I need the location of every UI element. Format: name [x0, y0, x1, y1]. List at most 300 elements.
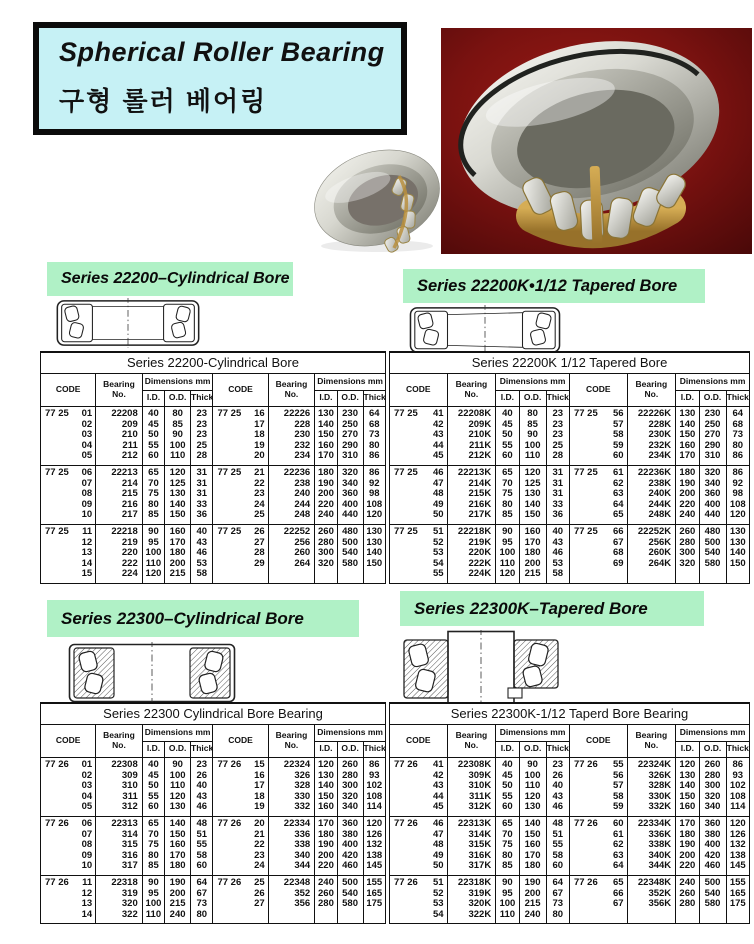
outer-diameter-cell: 320: [699, 465, 726, 479]
code-number: 21: [254, 829, 265, 840]
inner-diameter-cell: 130: [315, 406, 337, 420]
inner-diameter-cell: 85: [496, 861, 519, 875]
outer-diameter-cell: 480: [699, 524, 726, 538]
code-cell: [213, 816, 268, 830]
outer-diameter-cell: 580: [699, 899, 726, 910]
inner-diameter-cell: 120: [315, 757, 337, 771]
code-number: 46: [433, 818, 444, 830]
series-banner-22200: [47, 262, 293, 296]
table-row: [390, 510, 750, 524]
code-number: 11: [82, 526, 93, 538]
thickness-cell: 73: [546, 899, 569, 910]
col-header-dimensions: Dimensions mm: [496, 374, 570, 391]
outer-diameter-cell: 130: [165, 802, 191, 816]
code-cell: [41, 757, 96, 771]
bearing-no-cell: 22236: [268, 465, 315, 479]
code-number: 05: [81, 802, 93, 813]
thickness-cell: 120: [363, 816, 385, 830]
thickness-cell: 23: [191, 406, 213, 420]
col-header-thick: Thick: [363, 390, 385, 406]
outer-diameter-cell: 215: [165, 899, 191, 910]
code-cell: [41, 910, 96, 924]
outer-diameter-cell: 380: [337, 830, 363, 841]
bearing-no-cell: 22324: [268, 757, 315, 771]
thickness-cell: 150: [366, 558, 383, 569]
code-cell: [390, 451, 448, 465]
bearing-no-cell: 22252: [268, 524, 315, 538]
thickness-cell: 40: [191, 524, 213, 538]
code-number: 57: [612, 781, 624, 792]
table-row: [390, 451, 750, 465]
bearing-no-cell: [627, 569, 676, 583]
table-row: [41, 538, 386, 549]
code-cell: [569, 420, 627, 431]
thickness-cell: 51: [191, 830, 213, 841]
code-number: 08: [81, 489, 93, 500]
outer-diameter-cell: 120: [519, 465, 546, 479]
table-row: [41, 548, 386, 559]
code-number: 06: [81, 818, 93, 830]
code-cell: [41, 830, 96, 841]
table-row: [41, 771, 386, 782]
code-number: 65: [612, 510, 624, 521]
code-prefix: 77 25: [45, 408, 69, 420]
col-header-code: CODE: [213, 374, 268, 407]
code-number: 15: [81, 569, 93, 580]
inner-diameter-cell: 170: [315, 451, 337, 465]
inner-diameter-cell: 240: [676, 875, 699, 889]
outer-diameter-cell: 280: [699, 771, 726, 782]
code-cell: [213, 524, 268, 538]
bearing-no-cell: 248K: [627, 510, 676, 524]
table-22200-cylindrical: [40, 351, 386, 584]
code-cell: [213, 430, 268, 441]
code-prefix: 77 25: [394, 408, 418, 420]
outer-diameter-cell: 270: [337, 430, 363, 441]
code-number: 25: [254, 877, 265, 889]
inner-diameter-cell: 90: [496, 524, 519, 538]
col-header-code: CODE: [390, 725, 448, 758]
col-header-id: I.D.: [142, 741, 164, 757]
table-section-22200: [40, 351, 386, 584]
thickness-cell: 64: [732, 408, 744, 420]
outer-diameter-cell: 125: [165, 479, 191, 490]
table-row: [41, 406, 386, 420]
col-header-code: CODE: [41, 374, 96, 407]
col-header-od: O.D.: [519, 741, 546, 757]
table-row: [390, 851, 750, 862]
code-cell: [213, 802, 268, 816]
code-number: 26: [254, 888, 265, 899]
inner-diameter-cell: 240: [315, 875, 337, 889]
code-cell: [569, 430, 627, 441]
bearing-no-cell: 244: [268, 500, 315, 511]
table-row: [390, 479, 750, 490]
inner-diameter-cell: 60: [142, 802, 164, 816]
code-number: 45: [433, 451, 444, 462]
inner-diameter-cell: 150: [315, 430, 337, 441]
code-number: 13: [81, 548, 93, 559]
inner-diameter-cell: 60: [496, 802, 519, 816]
table-row: [390, 406, 750, 420]
code-number: 55: [433, 569, 444, 580]
bearing-diagram-22200k-tapered: [406, 305, 564, 355]
col-header-thick: Thick: [546, 390, 569, 406]
code-prefix: 77 25: [573, 526, 598, 538]
code-number: 54: [433, 558, 444, 569]
code-cell: [213, 792, 268, 803]
inner-diameter-cell: 70: [496, 830, 519, 841]
bearing-no-cell: 220: [96, 548, 143, 559]
table-title: Series 22200-Cylindrical Bore: [41, 352, 386, 374]
code-cell: [390, 781, 448, 792]
code-cell: [390, 816, 448, 830]
bearing-no-cell: 328: [268, 781, 315, 792]
thickness-cell: 43: [191, 538, 213, 549]
table-row: [390, 559, 750, 570]
col-header-dimensions: Dimensions mm: [676, 725, 750, 742]
col-header-id: I.D.: [496, 390, 519, 406]
inner-diameter-cell: 100: [496, 548, 519, 559]
outer-diameter-cell: 170: [519, 538, 546, 549]
thickness-cell: 98: [732, 489, 744, 500]
code-cell: [569, 861, 627, 875]
table-row: [41, 861, 386, 875]
outer-diameter-cell: 90: [519, 430, 546, 441]
thickness-cell: 25: [546, 441, 569, 452]
table-row: [41, 851, 386, 862]
code-prefix: 77 25: [45, 526, 69, 538]
bearing-no-cell: 22313: [96, 816, 143, 830]
code-cell: [569, 500, 627, 511]
bearing-no-cell: 22226: [268, 406, 315, 420]
bearing-no-cell: 310: [96, 781, 143, 792]
code-number: 61: [612, 829, 624, 840]
bearing-no-cell: 240: [268, 489, 315, 500]
outer-diameter-cell: 140: [519, 500, 546, 511]
inner-diameter-cell: 40: [142, 757, 164, 771]
code-number: 23: [254, 850, 265, 861]
bearing-no-cell: 22334K: [627, 816, 676, 830]
bearing-no-cell: 22218: [96, 524, 143, 538]
thickness-cell: 46: [546, 548, 569, 559]
inner-diameter-cell: 85: [496, 510, 519, 524]
bearing-no-cell: 336: [268, 830, 315, 841]
code-number: 44: [433, 440, 444, 451]
code-cell: [41, 406, 96, 420]
table-row: [41, 840, 386, 851]
bearing-no-cell: 216K: [447, 500, 496, 511]
inner-diameter-cell: 70: [142, 830, 164, 841]
outer-diameter-cell: 130: [519, 489, 546, 500]
table-row: [41, 569, 386, 583]
outer-diameter-cell: 140: [165, 816, 191, 830]
thickness-cell: 114: [366, 802, 382, 813]
code-cell: [569, 538, 627, 549]
bearing-no-cell: 309: [96, 771, 143, 782]
outer-diameter-cell: 200: [519, 889, 546, 900]
code-cell: [390, 430, 448, 441]
bearing-no-cell: 330K: [627, 792, 676, 803]
code-number: 02: [81, 419, 93, 430]
thickness-cell: 55: [546, 840, 569, 851]
bearing-no-cell: 22236K: [627, 465, 676, 479]
col-header-bearing: Bearing No.: [627, 725, 676, 758]
code-cell: [569, 771, 627, 782]
outer-diameter-cell: 215: [165, 569, 191, 583]
bearing-no-cell: 264: [268, 559, 315, 570]
code-cell: [41, 875, 96, 889]
col-header-od: O.D.: [337, 390, 363, 406]
thickness-cell: 86: [732, 759, 744, 771]
outer-diameter-cell: 340: [337, 479, 363, 490]
thickness-cell: 31: [191, 479, 213, 490]
inner-diameter-cell: 110: [142, 910, 164, 924]
inner-diameter-cell: 280: [676, 538, 699, 549]
inner-diameter-cell: 180: [676, 465, 699, 479]
outer-diameter-cell: 150: [165, 510, 191, 524]
thickness-cell: 31: [191, 489, 213, 500]
code-cell: [41, 420, 96, 431]
inner-diameter-cell: 55: [142, 441, 164, 452]
inner-diameter-cell: 50: [496, 430, 519, 441]
code-number: 69: [612, 558, 624, 569]
series-banner-22200k: [403, 269, 705, 303]
series-banner-22200-label: Series 22200–Cylindrical Bore: [61, 270, 290, 287]
outer-diameter-cell: 100: [165, 441, 191, 452]
inner-diameter-cell: 180: [315, 465, 337, 479]
inner-diameter-cell: 60: [142, 451, 164, 465]
bearing-no-cell: 219: [96, 538, 143, 549]
col-header-bearing: Bearing No.: [96, 374, 143, 407]
thickness-cell: 23: [191, 430, 213, 441]
outer-diameter-cell: 190: [519, 875, 546, 889]
code-cell: [41, 441, 96, 452]
bearing-no-cell: 22308K: [447, 757, 496, 771]
page-title-korean: 구형 롤러 베어링: [59, 86, 268, 116]
bearing-no-cell: 312K: [447, 802, 496, 816]
table-row: [390, 538, 750, 549]
thickness-cell: 51: [546, 830, 569, 841]
inner-diameter-cell: 240: [676, 510, 699, 524]
inner-diameter-cell: 220: [315, 861, 337, 875]
table-row: [390, 771, 750, 782]
col-header-code: CODE: [213, 725, 268, 758]
bearing-no-cell: 211: [96, 441, 143, 452]
thickness-cell: 64: [546, 875, 569, 889]
code-number: 24: [254, 861, 265, 872]
thickness-cell: 150: [729, 558, 746, 569]
code-cell: [390, 889, 448, 900]
outer-diameter-cell: 240: [165, 910, 191, 924]
bearing-no-cell: 311K: [447, 792, 496, 803]
code-cell: [390, 524, 448, 538]
code-cell: [390, 479, 448, 490]
col-header-code: CODE: [569, 374, 627, 407]
code-prefix: 77 25: [217, 467, 242, 479]
code-prefix: 77 25: [217, 526, 242, 538]
thickness-cell: 60: [546, 861, 569, 875]
thickness-cell: 126: [729, 829, 746, 840]
inner-diameter-cell: [315, 569, 337, 583]
thickness-cell: 23: [546, 430, 569, 441]
code-prefix: 77 26: [573, 877, 598, 889]
table-row: [390, 910, 750, 924]
code-cell: [213, 757, 268, 771]
code-cell: [41, 465, 96, 479]
thickness-cell: 130: [363, 524, 385, 538]
inner-diameter-cell: 220: [315, 500, 337, 511]
outer-diameter-cell: 260: [699, 757, 726, 771]
bearing-no-cell: 222: [96, 559, 143, 570]
thickness-cell: 40: [546, 524, 569, 538]
inner-diameter-cell: 140: [676, 420, 699, 431]
table-row: [41, 479, 386, 490]
outer-diameter-cell: 250: [337, 420, 363, 431]
thickness-cell: 48: [191, 816, 213, 830]
thickness-cell: 145: [729, 861, 746, 872]
code-cell: [390, 569, 448, 583]
table-row: [390, 569, 750, 583]
inner-diameter-cell: 75: [496, 489, 519, 500]
col-header-bearing: Bearing No.: [447, 725, 496, 758]
code-cell: [569, 889, 627, 900]
code-cell: [41, 451, 96, 465]
inner-diameter-cell: 95: [496, 538, 519, 549]
outer-diameter-cell: 500: [337, 875, 363, 889]
table-row: [390, 420, 750, 431]
outer-diameter-cell: 320: [337, 792, 363, 803]
inner-diameter-cell: 55: [496, 792, 519, 803]
table-row: [41, 510, 386, 524]
bearing-no-cell: 326: [268, 771, 315, 782]
code-cell: [41, 538, 96, 549]
bearing-no-cell: 352: [268, 889, 315, 900]
thickness-cell: 40: [546, 781, 569, 792]
bearing-no-cell: 22308: [96, 757, 143, 771]
inner-diameter-cell: 140: [315, 781, 337, 792]
outer-diameter-cell: 580: [337, 899, 363, 910]
code-number: 14: [81, 558, 93, 569]
inner-diameter-cell: 170: [676, 816, 699, 830]
col-header-dimensions: Dimensions mm: [496, 725, 570, 742]
code-prefix: 77 26: [573, 759, 598, 771]
table-row: [390, 489, 750, 500]
code-number: 49: [433, 850, 444, 861]
bearing-no-cell: 238: [268, 479, 315, 490]
code-number: 12: [81, 888, 93, 899]
table-row: [390, 757, 750, 771]
code-number: 19: [254, 802, 265, 813]
code-cell: [41, 559, 96, 570]
bearing-photo-large-image: [441, 28, 752, 254]
thickness-cell: 23: [546, 406, 569, 420]
outer-diameter-cell: 170: [165, 538, 191, 549]
code-cell: [390, 510, 448, 524]
outer-diameter-cell: 440: [699, 510, 726, 524]
code-cell: [569, 489, 627, 500]
outer-diameter-cell: 500: [699, 538, 726, 549]
thickness-cell: 64: [191, 875, 213, 889]
bearing-no-cell: 311: [96, 792, 143, 803]
code-number: 61: [612, 467, 624, 479]
code-cell: [213, 441, 268, 452]
inner-diameter-cell: 75: [496, 840, 519, 851]
bearing-no-cell: 22348: [268, 875, 315, 889]
code-prefix: 77 25: [573, 408, 598, 420]
code-number: 67: [612, 537, 624, 548]
code-number: 67: [612, 899, 624, 910]
code-number: 44: [433, 791, 444, 802]
table-row: [390, 861, 750, 875]
bearing-no-cell: 216: [96, 500, 143, 511]
bearing-no-cell: 260: [268, 548, 315, 559]
inner-diameter-cell: 65: [142, 816, 164, 830]
outer-diameter-cell: 110: [165, 781, 191, 792]
table-row: [41, 889, 386, 900]
inner-diameter-cell: 130: [676, 406, 699, 420]
bearing-no-cell: 332: [268, 802, 315, 816]
thickness-cell: 28: [546, 451, 569, 465]
bearing-no-cell: 22213K: [447, 465, 496, 479]
inner-diameter-cell: 55: [142, 792, 164, 803]
thickness-cell: 132: [366, 840, 383, 851]
table-row: [390, 781, 750, 792]
bearing-no-cell: 22208K: [447, 406, 496, 420]
bearing-no-cell: 22226K: [627, 406, 676, 420]
thickness-cell: 46: [546, 802, 569, 816]
outer-diameter-cell: 320: [337, 465, 363, 479]
code-cell: [41, 479, 96, 490]
bearing-no-cell: 340K: [627, 851, 676, 862]
series-banner-22200k-label: Series 22200K•1/12 Tapered Bore: [417, 276, 678, 295]
code-number: 64: [612, 499, 624, 510]
inner-diameter-cell: 200: [676, 851, 699, 862]
table-row: [41, 430, 386, 441]
inner-diameter-cell: 55: [496, 441, 519, 452]
code-prefix: 77 25: [573, 467, 598, 479]
outer-diameter-cell: 100: [519, 771, 546, 782]
outer-diameter-cell: 440: [337, 510, 363, 524]
thickness-cell: 108: [729, 791, 746, 802]
code-number: 16: [254, 408, 265, 420]
col-header-id: I.D.: [676, 741, 699, 757]
thickness-cell: 58: [191, 569, 213, 583]
code-number: 03: [81, 781, 93, 792]
outer-diameter-cell: 580: [337, 559, 363, 570]
inner-diameter-cell: [676, 910, 699, 924]
code-number: 15: [254, 759, 265, 771]
code-cell: [213, 875, 268, 889]
code-cell: [569, 441, 627, 452]
outer-diameter-cell: 215: [519, 569, 546, 583]
bearing-no-cell: 338: [268, 840, 315, 851]
inner-diameter-cell: 200: [676, 489, 699, 500]
outer-diameter-cell: 150: [165, 830, 191, 841]
table-title-row: [390, 703, 750, 725]
code-cell: [41, 802, 96, 816]
outer-diameter-cell: 170: [519, 851, 546, 862]
bearing-no-cell: 212K: [447, 451, 496, 465]
inner-diameter-cell: 110: [496, 910, 519, 924]
code-cell: [41, 861, 96, 875]
thickness-cell: 138: [366, 850, 383, 861]
outer-diameter-cell: 300: [337, 781, 363, 792]
thickness-cell: 130: [729, 537, 746, 548]
code-number: 63: [612, 850, 624, 861]
code-cell: [569, 781, 627, 792]
col-header-dimensions: Dimensions mm: [315, 725, 386, 742]
